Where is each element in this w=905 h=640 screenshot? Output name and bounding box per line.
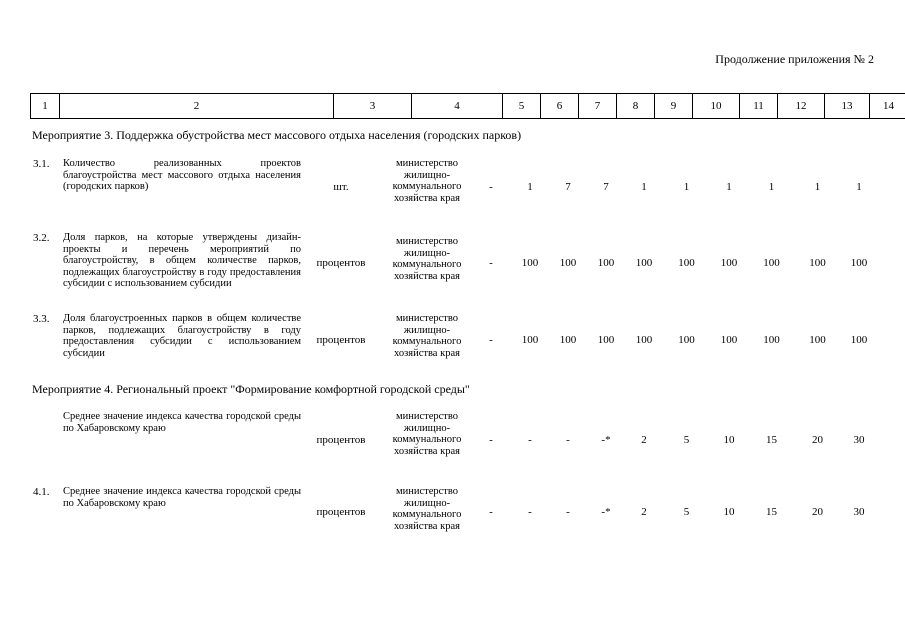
col-header-6: 6 xyxy=(541,94,579,119)
row-organization: министерство жилищно-коммунального хозяйства края xyxy=(392,313,462,359)
value-col-13: 20 xyxy=(812,434,823,446)
col-header-10: 10 xyxy=(693,94,740,119)
value-col-11: 100 xyxy=(720,334,738,346)
col-header-11: 11 xyxy=(740,94,778,119)
value-col-10: 5 xyxy=(683,434,690,446)
col-header-3: 3 xyxy=(334,94,412,119)
col-header-2: 2 xyxy=(60,94,334,119)
col-header-8: 8 xyxy=(617,94,655,119)
col-header-12: 12 xyxy=(778,94,825,119)
value-col-12: 15 xyxy=(766,434,777,446)
value-col-7: 7 xyxy=(565,181,571,193)
section-title: Мероприятие 3. Поддержка обустройства мест массового отдыха населения (городских парков) xyxy=(32,128,522,142)
row-organization: министерство жилищно-коммунального хозяйства края xyxy=(392,236,462,282)
col-header-4: 4 xyxy=(412,94,503,119)
row-number: 3.1. xyxy=(33,158,50,170)
row-unit: процентов xyxy=(316,334,366,346)
continuation-label: Продолжение приложения № 2 xyxy=(715,52,874,66)
value-col-5: - xyxy=(489,181,493,193)
value-col-14: 1 xyxy=(856,181,862,193)
row-organization: министерство жилищно-коммунального хозяйства края xyxy=(392,158,462,204)
value-col-12: 100 xyxy=(763,257,780,269)
value-col-7: - xyxy=(566,506,570,518)
value-col-14: 30 xyxy=(853,506,865,518)
value-col-14: 100 xyxy=(850,257,868,269)
row-description: Количество реализованных проектов благоустройства мест массового отдыха населения (городских парков) xyxy=(63,158,301,193)
value-col-8: -* xyxy=(601,506,611,518)
col-header-1: 1 xyxy=(31,94,60,119)
value-col-6: - xyxy=(528,434,532,446)
value-col-8: -* xyxy=(601,434,611,446)
row-description: Среднее значение индекса качества городской среды по Хабаровскому краю xyxy=(63,486,301,509)
value-col-11: 10 xyxy=(723,506,735,518)
value-col-6: 1 xyxy=(527,181,533,193)
value-col-13: 100 xyxy=(809,334,826,346)
value-col-9: 100 xyxy=(635,334,653,346)
row-unit: процентов xyxy=(316,434,366,446)
row-number: 3.3. xyxy=(33,313,50,325)
value-col-5: - xyxy=(489,506,493,518)
row-description: Доля благоустроенных парков в общем количестве парков, подлежащих благоустройству в году предоставления субсидии с использованием субсидии xyxy=(63,313,301,359)
row-unit: шт. xyxy=(333,181,349,193)
value-col-8: 100 xyxy=(597,334,615,346)
value-col-10: 1 xyxy=(683,181,690,193)
value-col-6: 100 xyxy=(521,334,539,346)
value-col-12: 1 xyxy=(768,181,775,193)
value-col-13: 20 xyxy=(812,506,823,518)
row-number: 3.2. xyxy=(33,232,50,244)
value-col-10: 100 xyxy=(678,334,695,346)
value-col-11: 100 xyxy=(720,257,738,269)
row-unit: процентов xyxy=(316,257,366,269)
value-col-5: - xyxy=(489,257,493,269)
col-header-13: 13 xyxy=(825,94,870,119)
col-header-14: 14 xyxy=(870,94,905,119)
row-organization: министерство жилищно-коммунального хозяйства края xyxy=(392,486,462,532)
value-col-10: 5 xyxy=(683,506,690,518)
value-col-10: 100 xyxy=(678,257,695,269)
value-col-5: - xyxy=(489,334,493,346)
col-header-7: 7 xyxy=(579,94,617,119)
value-col-9: 100 xyxy=(635,257,653,269)
value-col-14: 100 xyxy=(850,334,868,346)
value-col-6: - xyxy=(528,506,532,518)
value-col-7: 100 xyxy=(559,334,577,346)
row-description: Среднее значение индекса качества городской среды по Хабаровскому краю xyxy=(63,411,301,434)
value-col-7: 100 xyxy=(559,257,577,269)
value-col-13: 100 xyxy=(809,257,826,269)
value-col-11: 10 xyxy=(723,434,735,446)
row-description: Доля парков, на которые утверждены дизайн-проекты и перечень мероприятий по благоустройству, в общем количестве парков, подлежащих благоустройству в году предоставления субсидии с использованием субсидии xyxy=(63,232,301,290)
col-header-9: 9 xyxy=(655,94,693,119)
col-header-5: 5 xyxy=(503,94,541,119)
value-col-6: 100 xyxy=(521,257,539,269)
value-col-9: 2 xyxy=(641,506,647,518)
column-number-header xyxy=(30,93,905,119)
value-col-14: 30 xyxy=(853,434,865,446)
row-number: 4.1. xyxy=(33,486,50,498)
value-col-9: 2 xyxy=(641,434,647,446)
value-col-9: 1 xyxy=(641,181,647,193)
row-unit: процентов xyxy=(316,506,366,518)
value-col-12: 100 xyxy=(763,334,780,346)
value-col-8: 7 xyxy=(603,181,609,193)
value-col-13: 1 xyxy=(814,181,821,193)
row-organization: министерство жилищно-коммунального хозяйства края xyxy=(392,411,462,457)
value-col-12: 15 xyxy=(766,506,777,518)
section-title: Мероприятие 4. Региональный проект "Формирование комфортной городской среды" xyxy=(32,382,470,396)
value-col-11: 1 xyxy=(726,181,732,193)
value-col-7: - xyxy=(566,434,570,446)
value-col-5: - xyxy=(489,434,493,446)
value-col-8: 100 xyxy=(597,257,615,269)
